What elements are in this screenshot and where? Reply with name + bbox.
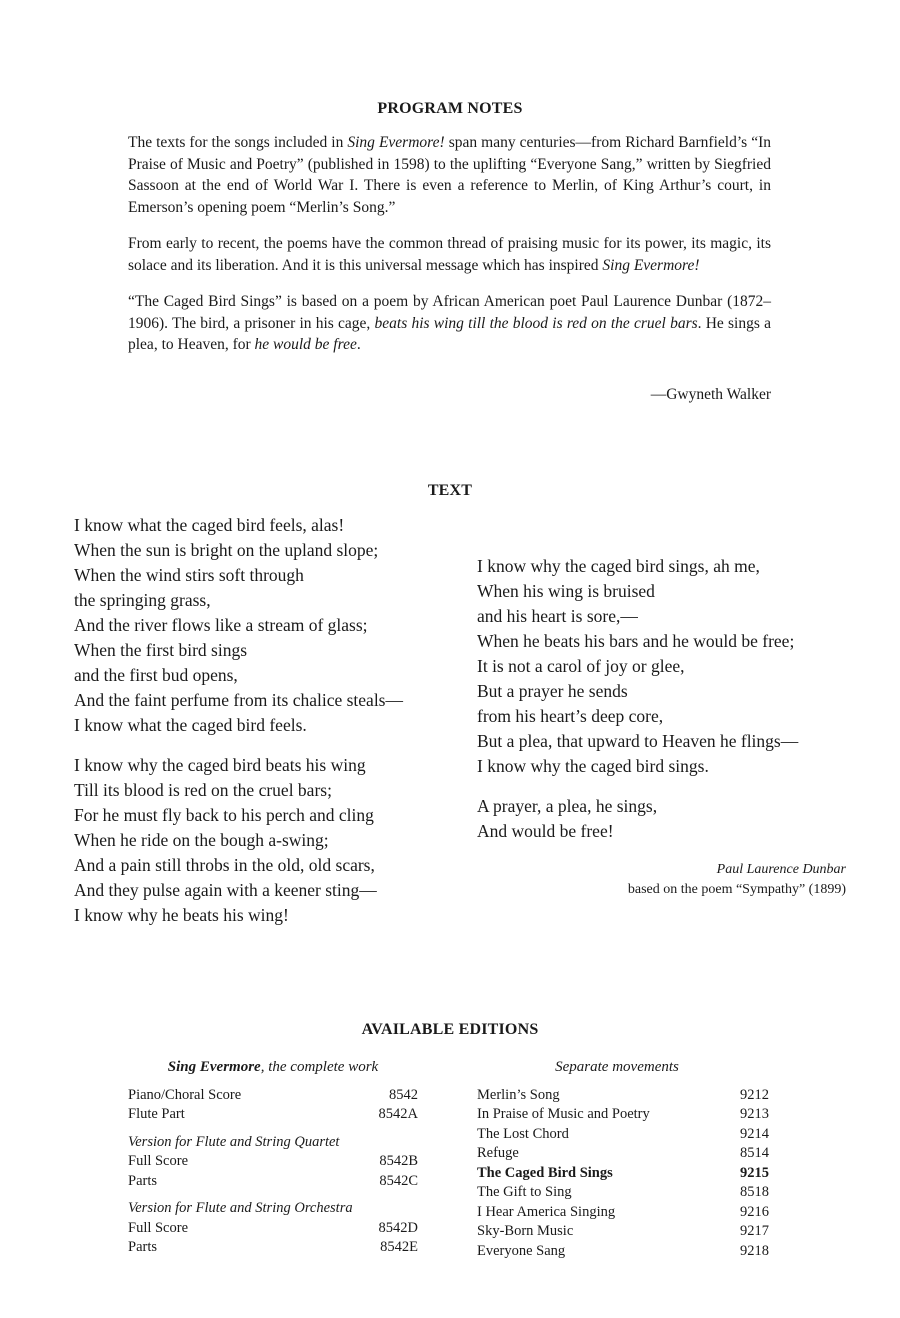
complete-work-title [128, 1058, 418, 1078]
poem-right-column [477, 554, 798, 859]
edition-name: Piano/Choral Score [128, 1086, 242, 1103]
movement-code: 8518 [740, 1184, 769, 1200]
movement-row [477, 1105, 769, 1125]
movement-row [477, 1203, 769, 1223]
separate-movements-list [477, 1086, 769, 1262]
edition-name: Parts [128, 1239, 157, 1255]
movement-row [477, 1164, 769, 1184]
poem-line: And would be free! [477, 821, 614, 841]
movement-row [477, 1125, 769, 1145]
movement-row [477, 1144, 769, 1164]
edition-subheading: Version for Flute and String Orchestra [128, 1200, 353, 1216]
complete-work-column [128, 1058, 418, 1258]
poem-line: It is not a carol of joy or glee, [477, 656, 685, 676]
poem-line: When he ride on the bough a-swing; [74, 830, 329, 850]
poem-line: the springing grass, [74, 590, 211, 610]
poem-line: When the first bird sings [74, 640, 248, 660]
movement-name: In Praise of Music and Poetry [477, 1106, 650, 1122]
complete-work-title-name: Sing Evermore [167, 1059, 261, 1075]
notes-text: “The Caged Bird Sings” is based on a poem by African American poet Paul Laurence Dunbar (1872–1906). The bird, a prisoner in his cage, [128, 293, 771, 332]
edition-row [128, 1172, 418, 1192]
poem-line: I know why the caged bird beats his wing [74, 755, 366, 775]
notes-paragraph [128, 291, 771, 356]
notes-text: Sing Evermore! [347, 134, 445, 151]
movement-name: I Hear America Singing [477, 1203, 616, 1220]
edition-row [128, 1105, 418, 1125]
poem-stanza [477, 554, 798, 779]
movement-name: Everyone Sang [477, 1242, 566, 1259]
separate-movements-column [477, 1058, 769, 1261]
poem-line: A prayer, a plea, he sings, [477, 796, 658, 816]
edition-code: 8542 [389, 1086, 418, 1103]
movement-name: Merlin’s Song [477, 1086, 560, 1103]
edition-name: Full Score [128, 1153, 189, 1169]
edition-row [128, 1238, 418, 1258]
poem-line: I know why the caged bird sings, ah me, [477, 556, 760, 576]
edition-code: 8542B [379, 1153, 418, 1169]
movement-code: 9213 [740, 1106, 769, 1122]
poem-line: But a prayer he sends [477, 681, 628, 701]
poem-line: I know what the caged bird feels. [74, 715, 307, 735]
notes-text: he would be free [254, 336, 357, 353]
edition-name: Parts [128, 1172, 157, 1189]
complete-work-title-rest: , the complete work [260, 1059, 379, 1075]
poem-line: And the river flows like a stream of glass; [74, 615, 368, 635]
movement-name: The Lost Chord [477, 1125, 569, 1142]
movement-code: 9215 [740, 1164, 769, 1181]
movement-code: 9214 [740, 1125, 769, 1142]
notes-text: beats his wing till the blood is red on the cruel bars [374, 314, 698, 332]
poem-line: Till its blood is red on the cruel bars; [74, 780, 332, 800]
movement-code: 9217 [740, 1223, 769, 1239]
notes-text: . He sings a plea, to Heaven, for [128, 314, 771, 353]
poem-line: And they pulse again with a keener sting— [74, 880, 377, 900]
movement-code: 9212 [740, 1086, 769, 1103]
poem-line: I know why the caged bird sings. [477, 756, 709, 776]
notes-signature: —Gwyneth Walker [650, 386, 771, 403]
separate-movements-title: Separate movements [555, 1059, 679, 1075]
movement-name: The Gift to Sing [477, 1184, 572, 1200]
poem-credit [628, 860, 846, 900]
edition-code: 8542E [380, 1239, 418, 1255]
poem-line: And a pain still throbs in the old, old scars, [74, 855, 375, 875]
poem-line: When he beats his bars and he would be free; [477, 631, 795, 651]
edition-row [128, 1086, 418, 1106]
notes-text: From early to recent, the poems have the common thread of praising music for its power, its magic, its solace and its liberation. And it is this universal message which has inspired [128, 235, 771, 274]
edition-row [128, 1219, 418, 1239]
notes-paragraph [128, 233, 771, 276]
movement-code: 9216 [740, 1203, 769, 1220]
poem-line: and the first bud opens, [74, 665, 238, 685]
poem-stanza [74, 753, 403, 928]
movement-name: Sky-Born Music [477, 1223, 574, 1239]
edition-code: 8542A [378, 1106, 418, 1122]
credit-author: Paul Laurence Dunbar [716, 862, 846, 877]
poem-line: When his wing is bruised [477, 581, 655, 601]
poem-line: and his heart is sore,— [477, 606, 638, 626]
poem-stanza [477, 794, 798, 844]
movement-name: The Caged Bird Sings [477, 1164, 613, 1181]
edition-subheading: Version for Flute and String Quartet [128, 1133, 340, 1150]
movement-code: 9218 [740, 1242, 769, 1259]
notes-text: Sing Evermore! [602, 256, 700, 274]
edition-code: 8542C [379, 1172, 418, 1189]
poem-line: When the sun is bright on the upland slope; [74, 540, 379, 560]
notes-text: . [356, 336, 361, 353]
program-notes-heading: PROGRAM NOTES [377, 100, 523, 117]
notes-paragraph [128, 132, 771, 218]
poem-line: For he must fly back to his perch and cling [74, 805, 374, 825]
poem-line: And the faint perfume from its chalice steals— [74, 690, 403, 710]
edition-row [128, 1152, 418, 1172]
poem-left-column [74, 513, 403, 943]
edition-name: Flute Part [128, 1106, 185, 1122]
poem-line: When the wind stirs soft through [74, 565, 304, 585]
program-notes-body [128, 132, 771, 371]
notes-text: The texts for the songs included in [128, 134, 348, 151]
movement-code: 8514 [740, 1145, 769, 1161]
edition-code: 8542D [378, 1219, 418, 1236]
editions-heading: AVAILABLE EDITIONS [361, 1021, 539, 1038]
poem-line: I know what the caged bird feels, alas! [74, 515, 345, 535]
movement-name: Refuge [477, 1145, 519, 1161]
movement-row [477, 1222, 769, 1242]
credit-source: based on the poem “Sympathy” (1899) [627, 882, 846, 897]
poem-line: But a plea, that upward to Heaven he flings— [477, 731, 799, 751]
poem-stanza [74, 513, 403, 738]
movement-row [477, 1183, 769, 1203]
movement-row [477, 1242, 769, 1262]
poem-line: I know why he beats his wing! [74, 905, 289, 925]
text-heading: TEXT [427, 482, 473, 499]
poem-line: from his heart’s deep core, [477, 706, 664, 726]
edition-name: Full Score [128, 1219, 189, 1236]
movement-row [477, 1086, 769, 1106]
complete-work-list [128, 1086, 418, 1258]
notes-text: span many centuries—from Richard Barnfield’s “In Praise of Music and Poetry” (published in 1598) to the uplifting “Everyone Sang,” written by Siegfried Sassoon at the end of World War I. There is even a reference to Merlin, of King Arthur’s court, in Emerson’s opening poem “Merlin’s Song.” [128, 134, 772, 216]
